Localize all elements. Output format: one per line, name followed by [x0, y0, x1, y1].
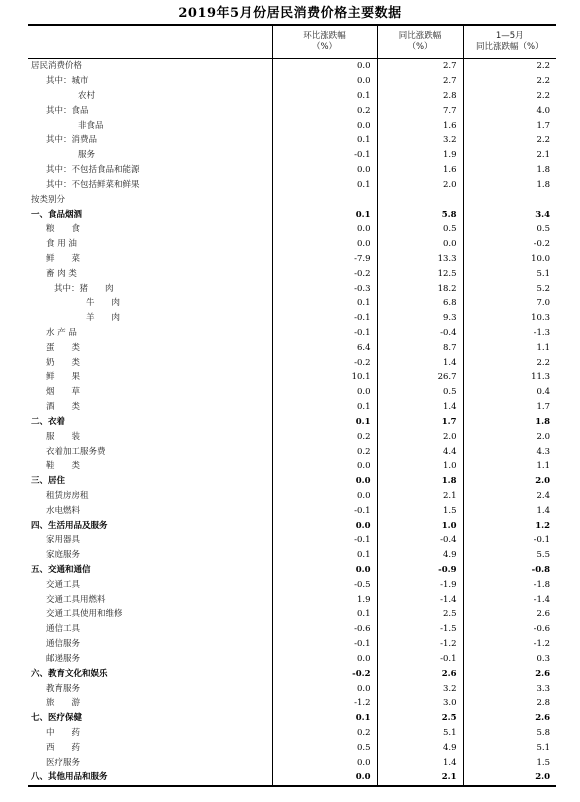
ytd-value: -1.8	[463, 577, 556, 592]
row-label: 畜 肉 类	[46, 268, 77, 279]
ytd-value: 2.0	[463, 474, 556, 489]
table-row	[28, 340, 556, 355]
mom-value: -0.6	[272, 622, 377, 637]
table-row	[28, 459, 556, 474]
mom-value: -7.9	[272, 252, 377, 267]
table-row	[28, 740, 556, 755]
mom-value: 0.0	[272, 652, 377, 667]
cpi-data-table	[28, 24, 556, 787]
row-label: 交通工具用燃料	[46, 594, 106, 605]
row-label: 其中：城市	[46, 76, 89, 87]
page-title: 2019年5月份居民消费价格主要数据	[178, 6, 402, 21]
table-row	[28, 74, 556, 89]
row-label: 农村	[78, 91, 96, 102]
mom-value: -0.1	[272, 326, 377, 341]
header-mom	[272, 25, 377, 59]
header-ytd-line2: 同比涨跌幅（%）	[475, 42, 544, 52]
ytd-value: 2.1	[463, 148, 556, 163]
row-label: 烟 草	[46, 387, 81, 398]
table-row	[28, 489, 556, 504]
yoy-value: 5.1	[377, 726, 463, 741]
table-row	[28, 178, 556, 193]
table-row	[28, 770, 556, 786]
row-label: 羊 肉	[86, 313, 121, 324]
table-row	[28, 370, 556, 385]
table-row	[28, 577, 556, 592]
mom-value: 0.1	[272, 400, 377, 415]
mom-value: -0.1	[272, 533, 377, 548]
row-label: 服务	[78, 150, 96, 161]
ytd-value: 3.4	[463, 207, 556, 222]
mom-value: 0.1	[272, 711, 377, 726]
yoy-value: 1.4	[377, 400, 463, 415]
table-row	[28, 652, 556, 667]
row-label: 食 用 油	[46, 239, 77, 250]
table-row	[28, 385, 556, 400]
table-row	[28, 666, 556, 681]
table-row	[28, 266, 556, 281]
table-row	[28, 103, 556, 118]
table-row	[28, 281, 556, 296]
ytd-value: 2.6	[463, 607, 556, 622]
ytd-value: 1.7	[463, 118, 556, 133]
ytd-value: 1.5	[463, 755, 556, 770]
ytd-value: 2.6	[463, 666, 556, 681]
ytd-value: 2.4	[463, 489, 556, 504]
yoy-value: 1.4	[377, 355, 463, 370]
yoy-value: 1.0	[377, 459, 463, 474]
row-label: 邮递服务	[46, 653, 81, 664]
yoy-value: -0.4	[377, 326, 463, 341]
mom-value: 0.2	[272, 726, 377, 741]
ytd-value: 1.8	[463, 178, 556, 193]
table-row	[28, 207, 556, 222]
table-row	[28, 607, 556, 622]
row-label: 其中：猪 肉	[54, 283, 114, 294]
yoy-value: 4.9	[377, 548, 463, 563]
yoy-value: 2.5	[377, 607, 463, 622]
mom-value: 0.0	[272, 563, 377, 578]
yoy-value: -0.1	[377, 652, 463, 667]
ytd-value: 5.8	[463, 726, 556, 741]
mom-value: -0.2	[272, 666, 377, 681]
ytd-value: 10.3	[463, 311, 556, 326]
table-row	[28, 518, 556, 533]
row-label: 奶 类	[46, 357, 81, 368]
ytd-value: 2.2	[463, 74, 556, 89]
table-row	[28, 59, 556, 74]
mom-value: -0.5	[272, 577, 377, 592]
ytd-value: -1.2	[463, 637, 556, 652]
table-row	[28, 222, 556, 237]
yoy-value: 2.8	[377, 89, 463, 104]
ytd-value: 2.8	[463, 696, 556, 711]
ytd-value: 2.2	[463, 355, 556, 370]
table-row	[28, 237, 556, 252]
yoy-value: 3.0	[377, 696, 463, 711]
ytd-value: 1.1	[463, 459, 556, 474]
row-label: 酒 类	[46, 402, 81, 413]
row-label: 三、居住	[31, 476, 66, 487]
row-label: 家庭服务	[46, 550, 81, 561]
yoy-value: 4.4	[377, 444, 463, 459]
table-row	[28, 118, 556, 133]
row-label: 其中：食品	[46, 105, 89, 116]
row-label: 医疗服务	[46, 757, 81, 768]
ytd-value: 1.8	[463, 163, 556, 178]
mom-value: 6.4	[272, 340, 377, 355]
ytd-value: -0.8	[463, 563, 556, 578]
yoy-value: 2.5	[377, 711, 463, 726]
mom-value: -0.3	[272, 281, 377, 296]
table-row	[28, 533, 556, 548]
mom-value: 0.0	[272, 237, 377, 252]
yoy-value: 1.6	[377, 118, 463, 133]
yoy-value: -1.9	[377, 577, 463, 592]
mom-value: -0.1	[272, 637, 377, 652]
yoy-value: -0.9	[377, 563, 463, 578]
ytd-value: 5.2	[463, 281, 556, 296]
row-label: 六、教育文化和娱乐	[31, 668, 108, 679]
yoy-value: 2.1	[377, 770, 463, 786]
yoy-value: 1.5	[377, 503, 463, 518]
row-label: 一、食品烟酒	[31, 209, 83, 220]
row-label: 交通工具	[46, 579, 81, 590]
row-label: 旅 游	[46, 698, 81, 709]
row-label: 鲜 菜	[46, 253, 81, 264]
table-row	[28, 755, 556, 770]
ytd-value: 1.2	[463, 518, 556, 533]
mom-value: 0.0	[272, 474, 377, 489]
yoy-value: 0.5	[377, 222, 463, 237]
mom-value	[272, 192, 377, 207]
row-label: 水电燃料	[46, 505, 81, 516]
table-row	[28, 681, 556, 696]
table-row	[28, 296, 556, 311]
row-label: 鲜 果	[46, 372, 81, 383]
yoy-value: 3.2	[377, 133, 463, 148]
row-label: 非食品	[78, 120, 104, 131]
row-label: 通信工具	[46, 624, 81, 635]
mom-value: 10.1	[272, 370, 377, 385]
mom-value: 0.0	[272, 755, 377, 770]
row-label: 七、医疗保健	[31, 713, 83, 724]
table-row	[28, 133, 556, 148]
mom-value: 0.1	[272, 89, 377, 104]
header-yoy-line2: （%）	[407, 42, 433, 52]
ytd-value: 3.3	[463, 681, 556, 696]
row-label: 蛋 类	[46, 342, 81, 353]
yoy-value: 2.0	[377, 178, 463, 193]
mom-value: 0.0	[272, 74, 377, 89]
yoy-value: 12.5	[377, 266, 463, 281]
table-body	[28, 59, 556, 786]
ytd-value: 1.7	[463, 400, 556, 415]
yoy-value: 1.7	[377, 415, 463, 430]
ytd-value: 11.3	[463, 370, 556, 385]
table-row	[28, 474, 556, 489]
mom-value: 0.0	[272, 163, 377, 178]
table-row	[28, 622, 556, 637]
table-row	[28, 548, 556, 563]
yoy-value: 1.6	[377, 163, 463, 178]
table-row	[28, 711, 556, 726]
ytd-value: -0.1	[463, 533, 556, 548]
row-label: 衣着加工服务费	[46, 446, 106, 457]
yoy-value: 4.9	[377, 740, 463, 755]
mom-value: -0.1	[272, 148, 377, 163]
row-label: 租赁房房租	[46, 490, 89, 501]
row-label: 按类别分	[31, 194, 66, 205]
yoy-value: 1.4	[377, 755, 463, 770]
mom-value: -0.2	[272, 355, 377, 370]
yoy-value: 3.2	[377, 681, 463, 696]
mom-value: -0.1	[272, 311, 377, 326]
table-header	[28, 25, 556, 59]
yoy-value: 2.7	[377, 59, 463, 74]
mom-value: 0.0	[272, 489, 377, 504]
mom-value: 0.0	[272, 59, 377, 74]
row-label: 交通工具使用和维修	[46, 609, 123, 620]
row-label: 教育服务	[46, 683, 81, 694]
table-row	[28, 429, 556, 444]
table-row	[28, 400, 556, 415]
row-label: 四、生活用品及服务	[31, 520, 108, 531]
ytd-value: 2.0	[463, 770, 556, 786]
ytd-value: 7.0	[463, 296, 556, 311]
mom-value: 0.2	[272, 444, 377, 459]
row-label: 中 药	[46, 727, 81, 738]
mom-value: 0.0	[272, 222, 377, 237]
yoy-value	[377, 192, 463, 207]
row-label: 其中：消费品	[46, 135, 98, 146]
table-row	[28, 148, 556, 163]
mom-value: 0.1	[272, 178, 377, 193]
table-row	[28, 326, 556, 341]
table-row	[28, 355, 556, 370]
ytd-value: 0.3	[463, 652, 556, 667]
ytd-value: 5.5	[463, 548, 556, 563]
table-row	[28, 726, 556, 741]
ytd-value	[463, 192, 556, 207]
ytd-value: 1.1	[463, 340, 556, 355]
table-row	[28, 696, 556, 711]
yoy-value: 7.7	[377, 103, 463, 118]
yoy-value: 26.7	[377, 370, 463, 385]
mom-value: 0.0	[272, 118, 377, 133]
row-label: 水 产 品	[46, 328, 77, 339]
ytd-value: 1.8	[463, 415, 556, 430]
yoy-value: 0.5	[377, 385, 463, 400]
ytd-value: -0.6	[463, 622, 556, 637]
ytd-value: 2.2	[463, 59, 556, 74]
mom-value: 0.1	[272, 415, 377, 430]
yoy-value: 8.7	[377, 340, 463, 355]
table-row	[28, 89, 556, 104]
mom-value: 0.1	[272, 296, 377, 311]
ytd-value: -1.3	[463, 326, 556, 341]
ytd-value: -1.4	[463, 592, 556, 607]
yoy-value: 18.2	[377, 281, 463, 296]
header-ytd-line1: 1—5月	[495, 31, 524, 41]
row-label: 居民消费价格	[31, 61, 83, 72]
table-row	[28, 592, 556, 607]
mom-value: 0.0	[272, 385, 377, 400]
ytd-value: 1.4	[463, 503, 556, 518]
ytd-value: 10.0	[463, 252, 556, 267]
table-row	[28, 252, 556, 267]
mom-value: 0.1	[272, 207, 377, 222]
mom-value: 0.2	[272, 429, 377, 444]
table-row	[28, 311, 556, 326]
ytd-value: 2.2	[463, 133, 556, 148]
yoy-value: 0.0	[377, 237, 463, 252]
yoy-value: 2.0	[377, 429, 463, 444]
ytd-value: -0.2	[463, 237, 556, 252]
mom-value: 1.9	[272, 592, 377, 607]
table-row	[28, 444, 556, 459]
ytd-value: 5.1	[463, 266, 556, 281]
table-row	[28, 415, 556, 430]
yoy-value: 5.8	[377, 207, 463, 222]
mom-value: 0.5	[272, 740, 377, 755]
ytd-value: 2.2	[463, 89, 556, 104]
yoy-value: -1.5	[377, 622, 463, 637]
ytd-value: 4.3	[463, 444, 556, 459]
yoy-value: 13.3	[377, 252, 463, 267]
row-label: 牛 肉	[86, 298, 121, 309]
header-mom-line2: （%）	[311, 42, 338, 52]
row-label: 粮 食	[46, 224, 81, 235]
mom-value: 0.0	[272, 770, 377, 786]
row-label: 二、衣着	[31, 416, 66, 427]
yoy-value: 1.0	[377, 518, 463, 533]
row-label: 其中：不包括食品和能源	[46, 165, 140, 176]
row-label: 八、其他用品和服务	[28, 770, 272, 786]
row-label: 鞋 类	[46, 461, 81, 472]
yoy-value: -1.2	[377, 637, 463, 652]
mom-value: 0.0	[272, 459, 377, 474]
mom-value: 0.0	[272, 518, 377, 533]
ytd-value: 4.0	[463, 103, 556, 118]
yoy-value: -0.4	[377, 533, 463, 548]
mom-value: 0.2	[272, 103, 377, 118]
row-label: 其中：不包括鲜菜和鲜果	[46, 179, 140, 190]
row-label: 西 药	[46, 742, 81, 753]
yoy-value: 6.8	[377, 296, 463, 311]
header-yoy	[377, 25, 463, 59]
mom-value: 0.1	[272, 548, 377, 563]
ytd-value: 5.1	[463, 740, 556, 755]
ytd-value: 0.4	[463, 385, 556, 400]
ytd-value: 0.5	[463, 222, 556, 237]
ytd-value: 2.6	[463, 711, 556, 726]
table-row	[28, 637, 556, 652]
mom-value: -1.2	[272, 696, 377, 711]
header-yoy-line1: 同比涨跌幅	[398, 31, 442, 41]
mom-value: 0.1	[272, 133, 377, 148]
ytd-value: 2.0	[463, 429, 556, 444]
yoy-value: 1.9	[377, 148, 463, 163]
yoy-value: 1.8	[377, 474, 463, 489]
row-label: 五、交通和通信	[31, 565, 91, 576]
header-label-column	[28, 25, 272, 59]
header-ytd	[463, 25, 556, 59]
mom-value: 0.1	[272, 607, 377, 622]
yoy-value: 2.1	[377, 489, 463, 504]
mom-value: 0.0	[272, 681, 377, 696]
row-label: 通信服务	[46, 639, 81, 650]
table-row	[28, 192, 556, 207]
yoy-value: 2.7	[377, 74, 463, 89]
table-row	[28, 503, 556, 518]
table-row	[28, 163, 556, 178]
yoy-value: 2.6	[377, 666, 463, 681]
row-label: 家用器具	[46, 535, 81, 546]
yoy-value: 9.3	[377, 311, 463, 326]
row-label: 服 装	[46, 431, 81, 442]
mom-value: -0.2	[272, 266, 377, 281]
mom-value: -0.1	[272, 503, 377, 518]
yoy-value: -1.4	[377, 592, 463, 607]
header-mom-line1: 环比涨跌幅	[303, 31, 346, 41]
table-row	[28, 563, 556, 578]
